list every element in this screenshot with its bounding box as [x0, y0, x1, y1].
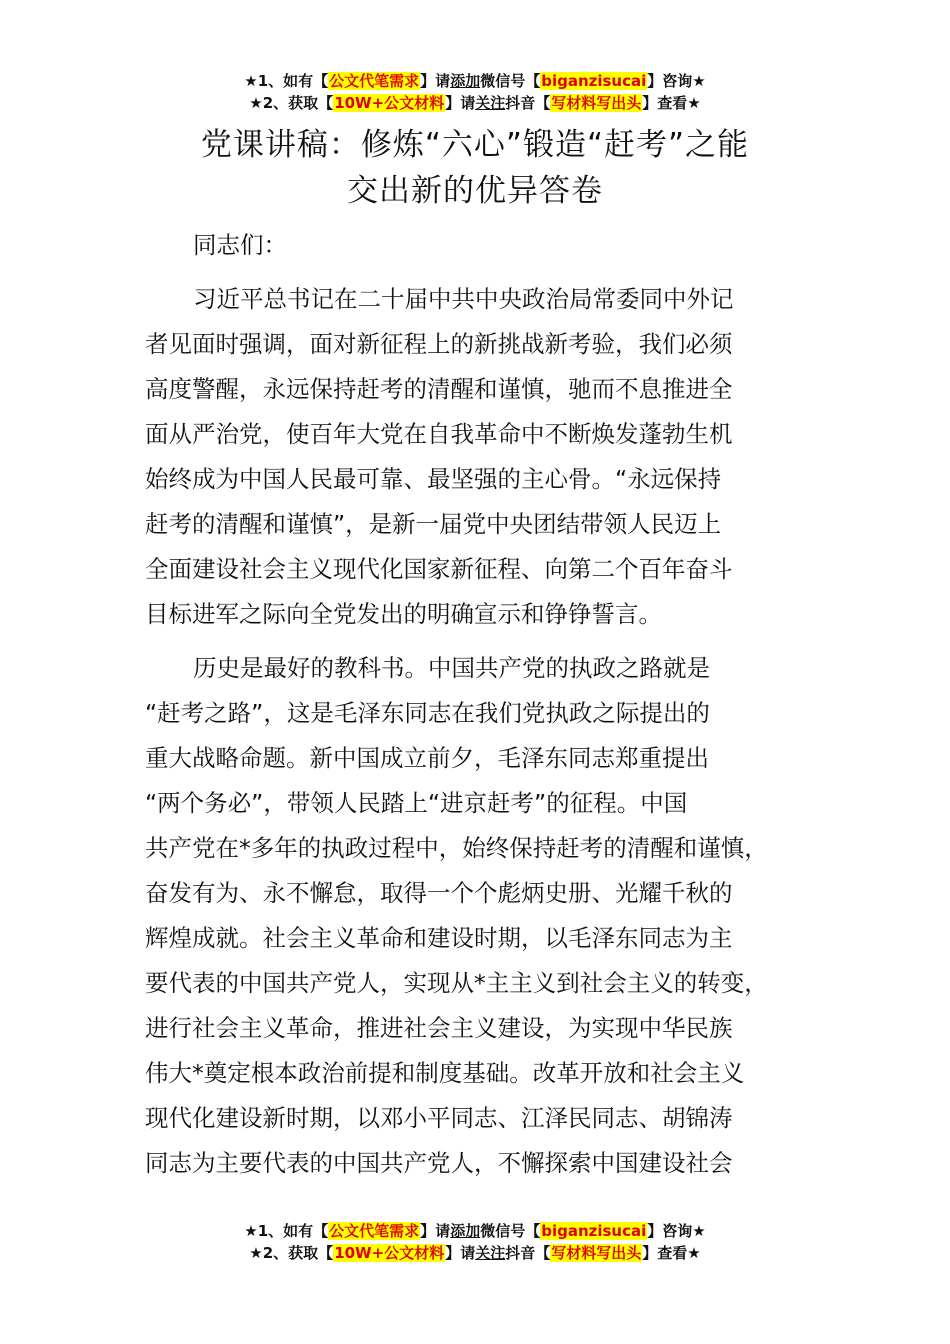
banner-text: 】咨询★	[647, 1222, 706, 1240]
title-line-1: 党课讲稿：修炼“六心”锻造“赶考”之能	[200, 127, 750, 163]
paragraph-gap	[145, 268, 825, 277]
banner-text: 】查看★	[642, 94, 701, 112]
paragraph-line: 现代化建设新时期，以邓小平同志、江泽民同志、胡锦涛	[145, 1104, 733, 1132]
paragraph-line: 共产党在*多年的执政过程中，始终保持赶考的清醒和谨慎，	[145, 834, 768, 862]
banner-highlight: biganzisucai	[541, 1222, 647, 1240]
salutation: 同志们：	[193, 231, 287, 259]
banner-highlight: 10W+公文材料	[334, 94, 445, 112]
banner-text: 】请	[420, 1222, 451, 1240]
paragraph-line: 者见面时强调，面对新征程上的新挑战新考验，我们必须	[145, 330, 733, 358]
paragraph-line: 习近平总书记在二十届中共中央政治局常委同中外记	[193, 285, 734, 313]
top-promo-banner	[0, 70, 950, 114]
paragraph-line: 奋发有为、永不懈怠，取得一个个彪炳史册、光耀千秋的	[145, 879, 733, 907]
banner-highlight: 写材料写出头	[551, 1244, 642, 1262]
banner-highlight: 写材料写出头	[551, 94, 642, 112]
banner-emphasis: 添加	[450, 1222, 481, 1240]
banner-line-1	[0, 70, 950, 92]
paragraph-1	[145, 277, 825, 637]
paragraph-line: 辉煌成就。社会主义革命和建设时期，以毛泽东同志为主	[145, 924, 733, 952]
document-body	[145, 223, 825, 1186]
paragraph-line: 目标进军之际向全党发出的明确宣示和铮铮誓言。	[145, 600, 662, 628]
banner-text: 】咨询★	[647, 72, 706, 90]
paragraph-line: 全面建设社会主义现代化国家新征程、向第二个百年奋斗	[145, 555, 733, 583]
paragraph-line: 赶考的清醒和谨慎”，是新一届党中央团结带领人民迈上	[145, 510, 722, 538]
paragraph-line: 要代表的中国共产党人，实现从*主主义到社会主义的转变，	[145, 969, 768, 997]
banner-text: ★2、获取【	[249, 94, 334, 112]
banner-highlight: 公文代笔需求	[329, 1222, 420, 1240]
paragraph-line: “两个务必”，带领人民踏上“进京赶考”的征程。中国	[145, 789, 688, 817]
paragraph-line: 面从严治党，使百年大党在自我革命中不断焕发蓬勃生机	[145, 420, 733, 448]
document-title	[0, 122, 950, 214]
banner-text: 微信号【	[480, 1222, 541, 1240]
banner-text: 】请	[420, 72, 451, 90]
title-line-2: 交出新的优异答卷	[347, 173, 603, 209]
banner-emphasis: 关注	[475, 94, 506, 112]
banner-emphasis: 关注	[475, 1244, 506, 1262]
banner-highlight: 10W+公文材料	[334, 1244, 445, 1262]
paragraph-line: 伟大*奠定根本政治前提和制度基础。改革开放和社会主义	[145, 1059, 745, 1087]
paragraph-line: 始终成为中国人民最可靠、最坚强的主心骨。“永远保持	[145, 465, 722, 493]
banner-text: ★1、如有【	[244, 72, 329, 90]
banner-text: 抖音【	[505, 94, 551, 112]
banner-line-1	[0, 1220, 950, 1242]
banner-highlight: biganzisucai	[541, 72, 647, 90]
banner-text: ★1、如有【	[244, 1222, 329, 1240]
paragraph-line: 重大战略命题。新中国成立前夕，毛泽东同志郑重提出	[145, 744, 709, 772]
paragraph-gap	[145, 637, 825, 646]
paragraph-line: 高度警醒，永远保持赶考的清醒和谨慎，驰而不息推进全	[145, 375, 733, 403]
banner-emphasis: 添加	[450, 72, 481, 90]
bottom-promo-banner	[0, 1220, 950, 1264]
banner-text: 抖音【	[505, 1244, 551, 1262]
banner-text: 】查看★	[642, 1244, 701, 1262]
paragraph-line: 进行社会主义革命，推进社会主义建设，为实现中华民族	[145, 1014, 733, 1042]
banner-line-2	[0, 92, 950, 114]
paragraph-line: “赶考之路”，这是毛泽东同志在我们党执政之际提出的	[145, 699, 710, 727]
paragraph-2	[145, 646, 825, 1186]
banner-highlight: 公文代笔需求	[329, 72, 420, 90]
paragraph-line: 历史是最好的教科书。中国共产党的执政之路就是	[193, 654, 710, 682]
banner-text: 】请	[445, 1244, 476, 1262]
paragraph-line: 同志为主要代表的中国共产党人，不懈探索中国建设社会	[145, 1149, 733, 1177]
banner-text: 微信号【	[480, 72, 541, 90]
banner-text: ★2、获取【	[249, 1244, 334, 1262]
banner-text: 】请	[445, 94, 476, 112]
banner-line-2	[0, 1242, 950, 1264]
